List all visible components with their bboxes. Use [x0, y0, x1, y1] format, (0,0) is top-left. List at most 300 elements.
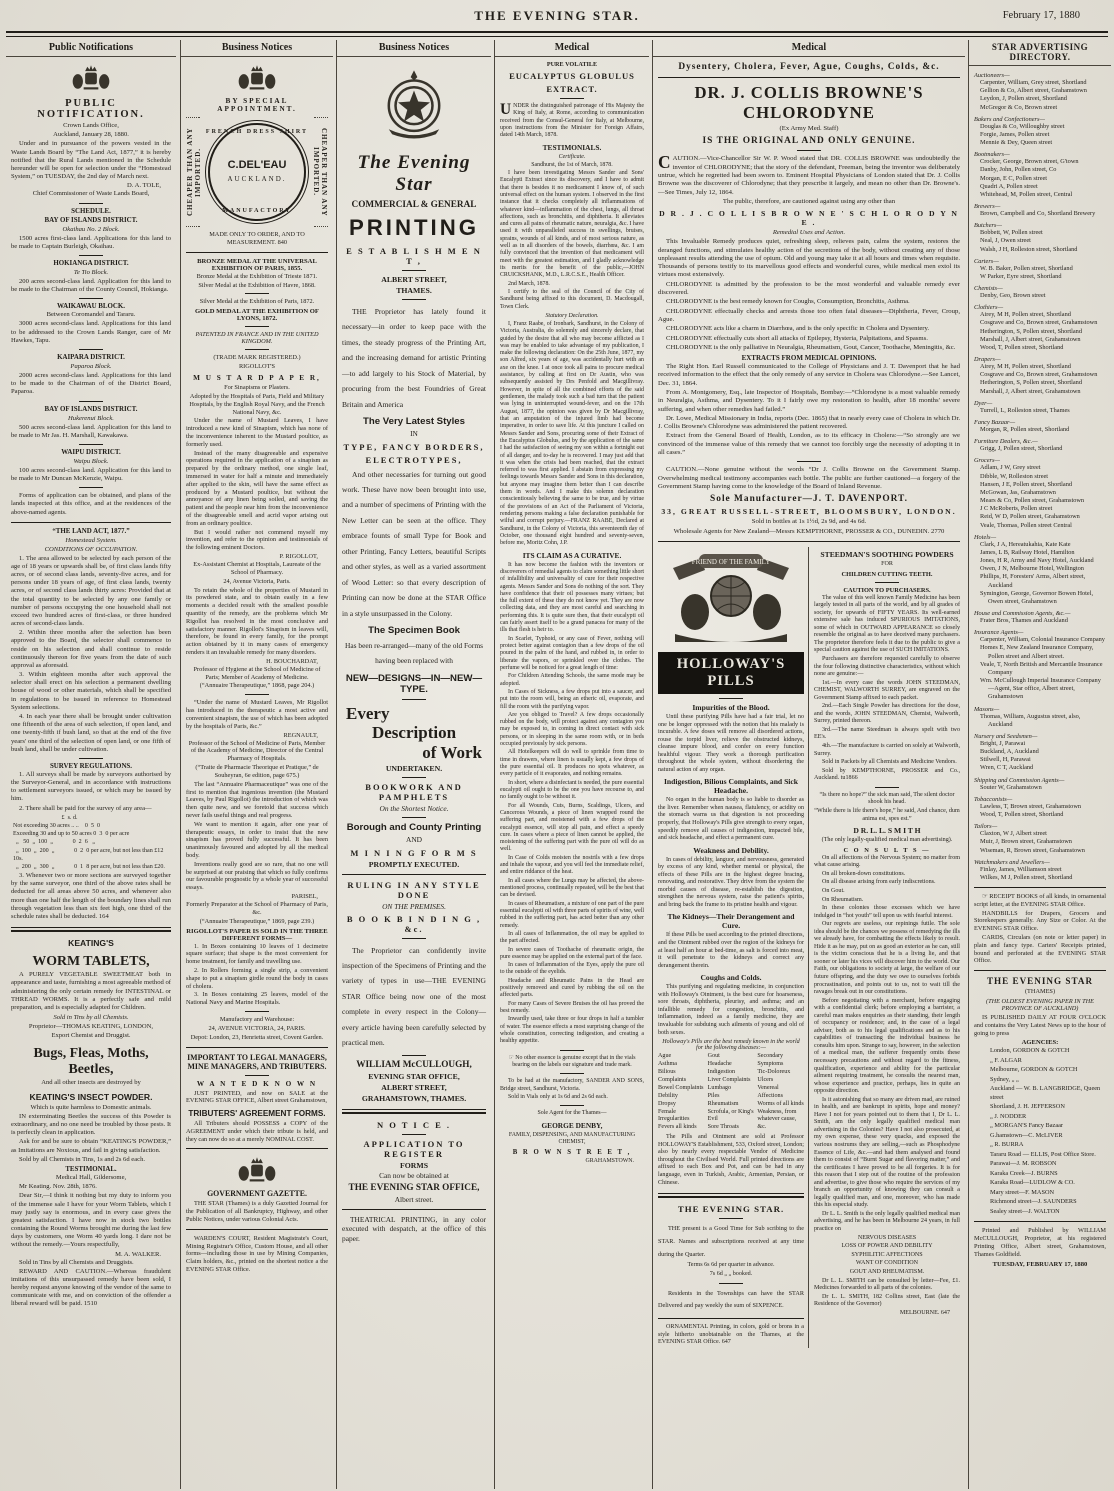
- paragraph: A PURELY VEGETABLE SWEETMEAT both in appearance and taste, furnishing a most agreeable method of administering the only certain remedy for INTESTINAL or THREAD WORMS. It is a perfectly safe and mild preparation, and is especially adapted for Children.: [11, 971, 171, 1011]
- paragraph: 2nd.—Each Single Powder has directions for the dose, and the words, JOHN STEEDMAN, Chemist, Walworth, Surrey, printed thereon.: [814, 703, 960, 725]
- deleau-badge: [186, 117, 328, 227]
- directory-category: Watchmakers and Jewellers—: [974, 858, 1050, 866]
- directory-group: [974, 285, 1106, 300]
- paragraph: If these Pills be used according to the printed directions, and the Ointment rubbed over the region of the kidneys for at least half an hour at bed-time, as salt is forced into meat, it will penetrate to the kidneys and correct any derangement therein.: [658, 932, 804, 969]
- centered-line: FOR: [881, 561, 893, 567]
- centered-line: Between Coromandel and Tararu.: [46, 311, 136, 319]
- paragraph: CARDS, Circulars (on note or letter paper) in plain and fancy type. Carters' Receipts printed, bound and perforated at the EVENING STAR Office.: [974, 934, 1106, 965]
- subheading: D R. L. L. S M I T H: [853, 826, 921, 836]
- paragraph: In Cases of Sickness, a few drops put into a saucer, and put into the room will, being an etheric oil, evaporate, and fill the room with the purifying vapor.: [500, 688, 644, 710]
- subheading-grotesque: The Very Latest Styles: [362, 416, 465, 428]
- spaced-heading: ELECTROTYPES,: [365, 454, 463, 465]
- directory-group: [974, 203, 1106, 218]
- centered-line: For Sinapisms or Plasters.: [224, 384, 290, 392]
- issue-date: February 17, 1880: [1002, 10, 1080, 21]
- paragraph: No organ in the human body is so liable to disorder as the liver. Remember when nausea, flatulency, or acidity on the stomach warns us that digestion is not proceeding properly, that Holloway's Pills give strength to every organ, speedily remove all causes of indigestion, impacted bile, and sick headache, and effect a permanent cure.: [658, 797, 804, 842]
- directory-entry: Cosgrave and Co, Brown street, Grahamstown: [980, 371, 1098, 379]
- paragraph: For Children Attending Schools, the same mode may be adopted.: [500, 673, 644, 687]
- centered-line: MADE ONLY TO ORDER, AND TO MEASUREMENT. 840: [209, 231, 305, 246]
- masthead-rule: [6, 31, 1108, 37]
- paragraph: Headache and Rheumatic Pains in the Head are positively removed and cured by rubbing the oil on the affected parts.: [500, 977, 644, 999]
- short-divider: [79, 203, 103, 204]
- subheading-grotesque: TRIBUTERS' AGREEMENT FORMS.: [188, 1109, 326, 1119]
- paragraph: All Hotelkeepers will do well to sprinkle from time to time in drawers, where linen is usually kept, a few drops of the pure essential oil. It produces no spots whatever, as every particle of it evaporates, and nothing remains.: [500, 749, 644, 778]
- centered-line: Formerly Preparator at the School of Pharmacy of Paris, &c.: [186, 900, 328, 916]
- paragraph: In all cases of Inflammation, the oil may be applied to the part affected.: [500, 930, 644, 945]
- section-rule: [658, 1318, 804, 1319]
- subheading-bold: IS THE ORIGINAL AND ONLY GENUINE.: [702, 136, 916, 147]
- paragraph: 2. In Rollers forming a single strip, a convenient shape to put a sinapism girdle round the body in cases of cholera.: [186, 966, 328, 990]
- evening-star-emblem-icon: [342, 62, 486, 148]
- centered-line: Albert street.: [394, 1195, 434, 1205]
- centered-line: AND: [405, 835, 422, 845]
- paragraph: WARDEN'S COURT, Resident Magistrate's Court, Mining Registrar's Office, Custom House, and all other forms—including those in use by Mining Companies, Claim holders, &c., printed on the shortest notice a the EVENING STAR Office.: [186, 1234, 328, 1274]
- column-business-notices-2: [336, 40, 491, 1489]
- agency-line: Karaka Road—LUDLOW & CO.: [990, 1179, 1075, 1187]
- directory-group: [974, 304, 1106, 352]
- centered-line: Professor of the School of Medicine of Paris, Member of the Academy of Medicine, Director of the Central Pharmacy of Hospitals.: [188, 739, 326, 763]
- paragraph: 2. There shall be paid for the survey of any area—: [19, 804, 152, 812]
- agency-line: Karaka Creek—J. BURNS: [990, 1169, 1058, 1177]
- paragraph: ORNAMENTAL Printing, in colors, gold or brons in a style hitherto unobtainable on the Thames, at the EVENING STAR Office. 647: [658, 1323, 804, 1346]
- centered-line: “Is there no hope?” the sick man said, The silent doctor shook his head.: [819, 791, 955, 806]
- subheading: Indigestion, Bilious Complaints, and Sick Headache.: [663, 777, 799, 796]
- paragraph: I have been investigating Messrs Sander and Sons' Eucalypti Extract since its discovery, and I have to admit that there is besides it no medicament I know of, of such universal effect on the human system. I observed in the first instance that it checks completely all inflammations of whatever kind—inflammation of the chest, lungs, all throat affections, such as bronchitis, and diphtheria. It alleviates and cures all pains of rheumatic nature, neuralgia, &c. I have used it with unparalleled success in swellings, bruises, sprains, wounds of all kinds, and of most serious nature, as well as in all disorders of the bowels, diarrhœa, &c. I am fully convinced that the invention of that medicament will meet with the greatest estimation, and I gladly acknowledge its merits for the benefit of the public,—JOHN CRUICKSHANK, M.D., L.R.C.S.E., Health Officer.: [500, 169, 644, 279]
- fee-table: [11, 814, 171, 871]
- disease-item: Gout: [707, 1053, 720, 1060]
- spaced-heading: RULING IN ANY STYLE DONE: [347, 879, 481, 900]
- disease-item: Asthma: [658, 1060, 677, 1067]
- evening-star-emblem-icon: [372, 62, 456, 146]
- paragraph: In all cases where the Lungs may be affected, the above-mentioned process, continually repeated, will be the best that can be devised.: [500, 877, 644, 899]
- directory-entry: Marshall, J, Albert street, Grahamstown: [980, 335, 1081, 343]
- directory-entry: Denby, Geo, Brown street: [980, 292, 1046, 300]
- centered-line: RIGOLLOT'S: [238, 363, 276, 371]
- centered-line: Silver Medal at the Exhibition of Paris, 1872.: [199, 298, 315, 306]
- agency-line: Parawai—J. M. ROBSON: [990, 1160, 1057, 1168]
- disease-item: Ulcers: [757, 1076, 774, 1083]
- small-heading: PROMPTLY EXECUTED.: [368, 859, 460, 869]
- centered-line: Proprietor—THOMAS KEATING, LONDON,: [28, 1023, 154, 1031]
- disease-item: Sore Throats: [707, 1124, 739, 1131]
- directory-entry: Wood, T, Pollen street, Shortland: [980, 811, 1064, 818]
- centered-line: (“Traite de Pharmacie Theorique et Pratique,” de Souheyran, 6e edition, page 675.): [195, 764, 319, 779]
- heading-display: Bugs, Fleas, Moths, Beetles,: [33, 1045, 149, 1077]
- centered-line: GOUT AND RHEUMATISM.: [849, 1269, 925, 1276]
- centered-line: Chief Commissioner of Waste Lands Board,: [32, 190, 150, 198]
- column-category: Medical: [653, 40, 965, 57]
- centered-line: LOSS OF POWER AND DEBILITY: [841, 1243, 933, 1250]
- disease-item: Dropsy: [658, 1100, 676, 1107]
- small-heading: BAY OF ISLANDS DISTRICT.: [44, 405, 138, 413]
- fee-table-row: Exceeding 30 and up to 50 acres 0 3 0 per acre: [13, 831, 130, 838]
- paragraph: Inventions really good are so rare, that no one will be surprised at our praising that which so fully confirms our favourable prognostic by a whole year of successful essays.: [186, 860, 328, 892]
- centered-line: (“Annuaire Therapeutique,” 1868, page 204.): [199, 682, 315, 690]
- paragraph: Our regrets are useless, our repinings futile. The sole idea should be the chances we possess of remedying the ills we already have, for combatting the effects likely to result. Hide it as he may, put on as good an exterior as he can, still is the victim conscious that he is a living lie, and that sooner or later his vices will discover him to the world. Our Faith, our obligations to society at large, the welfare of our future offspring, and the duty we owe to ourselves forbids procrastination, and points out to us, not to wait till the ravages break out in our constitutions.: [814, 921, 960, 996]
- directory-entry: Danby, John, Pollen street, Co: [980, 166, 1057, 174]
- column-medical-1: [494, 40, 649, 1489]
- centered-line: Medical Hall, Gildersome,: [55, 1173, 127, 1181]
- disease-item: Indigestion: [707, 1068, 736, 1075]
- section-rule: [11, 522, 171, 523]
- disease-item: Scrofula, or King's Evil: [707, 1108, 754, 1123]
- paragraph: 4th.—The manufacture is carried on solely at Walworth, Surrey.: [814, 743, 960, 757]
- directory-category: Insurance Agents—: [974, 629, 1024, 637]
- paragraph: Printed and Published by WILLIAM McCULLOUGH, Proprietor, at his registered Printing Office, Albert street, Grahamstown, Thames Goldfield.: [974, 1227, 1106, 1258]
- centered-line: Professor of Hygiene at the School of Medicine of Paris; Member of Academy of Medicine.: [193, 665, 321, 681]
- paragraph: THEATRICAL PRINTING, in any color executed with despatch, at the office of this paper.: [342, 1215, 486, 1243]
- small-heading: C O N S U L T S —: [843, 846, 931, 854]
- directory-entry: Turrell, L, Rolleston street, Thames: [980, 406, 1070, 414]
- holloways-sub-column: [658, 547, 808, 1348]
- royal-crest-icon: [235, 62, 279, 92]
- directory-entry: Wood, T, Pollen street, Shortland: [980, 343, 1064, 351]
- disease-item: Worms of all kinds: [757, 1100, 804, 1107]
- fee-table-row: „ 50 „ 100 „ 0 2 6 „: [13, 839, 95, 846]
- small-heading: CHILDREN CUTTING TEETH.: [841, 570, 933, 578]
- short-divider: [402, 817, 426, 818]
- subheading: ITS CLAIM AS A CURATIVE.: [522, 550, 622, 560]
- paragraph: CAUTION.—None genuine without the words “Dr J. Collis Browne on the Government Stamp. Overwhelming medical testimony accompanies each bottle. The public are further cautioned—a forgery of the Government Stamp having come to the knowledge of the Board of Inland Revenue.: [658, 466, 960, 490]
- right-aligned-line: PARISEL,: [291, 892, 318, 900]
- short-divider: [560, 1050, 584, 1051]
- directory-entry: James, L B, Railway Hotel, Hamilton: [980, 548, 1075, 556]
- holloways-emblem-icon: [665, 550, 797, 646]
- centered-line: Export Chemist and Druggist.: [51, 1032, 131, 1040]
- directory-entry: Brown, Campbell and Co, Shortland Brewery: [980, 210, 1096, 218]
- small-heading: THAMES.: [396, 286, 432, 295]
- paragraph: “Under the name of Mustard Leaves, Mr Rigollot has introduced in the therapeutic a most active and convenient sinapism, the use of which has been adopted by the hospitals of Paris, &c.”: [186, 699, 328, 730]
- directory-category: House and Commission Agents, &c.—: [974, 610, 1071, 618]
- paragraph: I, Franz Raabe, of Ironbark, Sandhurst, in the Colony of Victoria, Australia, do solemnly and sincerely declare, that guided by the desire that all who may become afflicted as I was may be enabled to take advantage of my publication, I make the following declaration: On the 25th June, 1877, my son Alfred, six years of age, was accidentally hurt with an axe on the knee. I at once took all pains to procure medical assistance, by calling at first on Dr Austin, who was subsequently assisted by Drs Penfold and Macgillivray. However, in spite of all the combined efforts of the said gentlemen, the malady took such a bad turn that the patient was lying in uninterrupted wound-fever, and on the 17th August, 1877, the opinion was given by Dr Macgillivray, that an amputation of the injured limb had become imperative, in order to save life. At this juncture I called on Messrs Sander and Sons, procuring some of their Extract of the Eucalyptus Globulus, and by the application of the same I had the satisfaction of seeing my son within a fortnight out of all danger, and to-day he is recovered. I may just add that it was when the crisis had been reached, that the extract referred to was first applied. I abstain from expressing my feelings towards Messrs Sander and Sons in this declaration, but anyone may imagine them better than I can describe them in words. And I make this solemn declaration conscientiously believing the same to be true, and by virtue of the provisions of an Act of the Parliament of Victoria, rendering persons making a false declaration punishable for wilful and corrupt perjury.—FRANZ RAABE, Declared at Sandhurst, in the Colony of Victoria, this seventeenth day of October, one thousand eight hundred and seventy-seven, before me, Moritz Cohn, J.P.: [500, 320, 644, 547]
- section-rule: [186, 1229, 328, 1230]
- directory-entry: Souter W, Grahamstown: [980, 783, 1042, 791]
- spaced-heading: B R O W N S T R E E T ,: [512, 1149, 632, 1157]
- paragraph: From A. Montgomery, Esq., late Inspector of Hospitals, Bombay:—“Chlorodyne is a most valuable remedy in Neuralgia, Asthma, and Dysentery. To it I fairly owe my restoration to health, after 18 months' severe suffering, and when other remedies had failed.”: [658, 388, 960, 413]
- section-rule: [658, 541, 960, 542]
- directory-entry: Whitehead, M, Pollen street, Central: [980, 190, 1073, 198]
- paragraph: 1st.—In every case the words JOHN STEEDMAN, CHEMIST, WALWORTH SURREY, are engraved on the Government Stamp affixed to each packet.: [814, 679, 960, 701]
- short-divider: [79, 298, 103, 299]
- directory-entry: Airey, M H, Pollen street, Shortland: [980, 363, 1071, 371]
- centered-line: WANT OF CONDITION: [855, 1260, 919, 1267]
- agency-line: Richmond street—J. SAUNDERS: [990, 1198, 1077, 1206]
- small-heading: AGENCIES:: [1021, 1039, 1059, 1047]
- paragraph: The last “Annuaire Pharmaceutique” was one of the first to mention that ingenious invention (the Mustard Leaves, by Paul Rigollot) the introduction of which was then quite new, and we foretold that success which never fails useful things and real progress.: [186, 780, 328, 819]
- dropcap-paragraph: CAUTION.—Vice-Chancellor Sir W. P. Wood stated that DR. COLLIS BROWNE was undoubtedly the inventor of CHLORODYNE; that the story of the defendant, Freeman, being the inventor was deliberately untrue, which he regretted had been sworn to. Eminent Hospital Physicians of London stated that Dr. J. Collis Browne was the discoverer of Chlorodyne; that they prescribe it largely, and mean no other than Dr. Browne's.—See Times, July 12, 1864.: [658, 152, 960, 196]
- paragraph: Dr L. L. Smith is the only legally qualified medical man advertising, and he has been in Melbourne 24 years, in full practice on: [814, 1210, 960, 1233]
- directory-category: Carters—: [974, 257, 999, 265]
- section-rule: [186, 1148, 328, 1149]
- centered-line: Depot: London, 23, Henrietta street, Covent Garden.: [190, 1033, 324, 1041]
- paragraph: 3000 acres second-class land. Applications for this land to be addressed to the Crown Lands Ranger, care of Mr Hawkes, Tapu.: [11, 320, 171, 344]
- section-rule: [186, 252, 328, 253]
- paragraph: This purifying and regulating medicine, in conjunction with Holloway's Ointment, is the best cure for hoarseness, sore throats, diphtheria, pleurisy, and asthma; and an infallible remedy for congestion, bronchitis, and inflammation, indeed as a family medicine, they are invaluable for subduing such ailments of young and old of both sexes.: [658, 984, 804, 1036]
- italic-note: Sold in Tins by all Chemists.: [53, 1014, 129, 1022]
- paragraph: HANDBILLS for Drapers, Grocers and Storekeepers generally. Any Size or Color. At the EVENING STAR Office.: [974, 909, 1106, 933]
- subheading: COMMERCIAL & GENERAL: [351, 200, 477, 210]
- paragraph: The value of this well known Family Medicine has been largely tested in all parts of the world, and by all grades of society, for upwards of FIFTY YEARS. Its well-earned extensive sale has induced SPURIOUS IMITATIONS, some of which in OUTWARD APPEARANCE so closely resemble the original as to have deceived many purchasers. The proprietor therefore feels it due to the public to give a special caution against the use of SUCH IMITATIONS.: [814, 594, 960, 654]
- subheading-grotesque: KEATING'S: [68, 938, 114, 949]
- centered-line: (THAMES): [1024, 988, 1056, 996]
- directory-entry: Finlay, James, Williamson street: [980, 865, 1062, 873]
- paragraph: ☞ RECEIPT BOOKS of all kinds, in ornamental script letter, at the EVENING STAR Office.: [974, 893, 1106, 908]
- double-rule: [342, 1109, 486, 1114]
- column-body: [969, 66, 1111, 1489]
- centered-line: (Ex Army Med. Staff): [779, 125, 839, 132]
- subheading-grotesque: NEW—DESIGNS—IN—NEW—TYPE.: [345, 672, 483, 695]
- paragraph: Purchasers are therefore requested carefully to observe the four following distinctive characteristics, without which none are genuine:—: [814, 655, 960, 678]
- directory-category: Tobacconists—: [974, 795, 1013, 803]
- paragraph: Dr L. L. SMITH, 182 Collins street, East (late the Residence of the Governor): [814, 1293, 960, 1308]
- column-body: [6, 57, 176, 1488]
- centered-line: ☞ No other essence is genuine except that in the vials bearing on the labels our signature and trade mark.: [508, 1054, 636, 1068]
- directory-entry: Forgie, James, Pollen street: [980, 130, 1050, 138]
- sub-columns: [658, 547, 960, 1348]
- paragraph: 2nd March, 1878.: [508, 280, 550, 287]
- column-body: [653, 57, 965, 1488]
- short-divider: [79, 349, 103, 350]
- subheading: GEORGE DENBY,: [541, 1120, 603, 1130]
- paragraph: I certify to the seal of the Council of the City of Sandhurst being affixed to this document, D. Macdougall, Town Clerk.: [500, 288, 644, 310]
- directory-entry: W Parker, Eyre street, Shortland: [980, 272, 1062, 280]
- column-medical-wide: [652, 40, 965, 1489]
- disease-item: Headache: [707, 1060, 732, 1067]
- paragraph: It has now become the fashion with the inventors or discoverers of remedial agents to claim something little short of infallibility and universality of cure for their respective agents. Messrs Sander and Sons do nothing of the sort. They have confidence that their oil possesses many virtues; but the full extent of these they do not know yet. They are now collecting data, and they are most careful and searching in performing this. It is quite sure then, that their eucalypti oil can fairly assert itself to be a grand panacea for many of the ills that flesh is heir to.: [500, 561, 644, 634]
- directory-entry: Homes E, New Zealand Insurance Company, Pollen street and Albert street.: [980, 644, 1094, 660]
- centered-line: And all other insects are destroyed by: [41, 1079, 141, 1087]
- small-heading: KAIPARA DISTRICT.: [57, 354, 125, 361]
- short-divider: [797, 150, 821, 151]
- disease-item: Rheumatism: [707, 1100, 739, 1107]
- section-rule: [658, 77, 960, 78]
- directory-entry: Wren, C T, Auckland: [980, 764, 1034, 772]
- paragraph: Dear Sir,—I think it nothing but my duty to inform you of the immense sale I have for your Worm Tablets, which I may justly say is enormous, and in every case gives the greatest satisfaction. I have now in stock two bottles containing the Round Worms brought me during the last few days by customers, one Worm 40 yards long. I dare not be without the remedy.—Yours respectfully,: [11, 1192, 171, 1249]
- paragraph: But I would rather not commend myself my invention, and refer to the opinion and testimonials of the following eminent Doctors.: [186, 528, 328, 552]
- paragraph: In cases of Inflammation of the Eyes, apply the pure oil to the outside of the eyelids.: [500, 962, 644, 976]
- directory-entry: Muir, J, Brown street, Grahamstown: [980, 838, 1072, 846]
- spaced-heading: W A N T E D K N O W N: [196, 1079, 318, 1088]
- agency-line: Mary street—F. MASON: [990, 1188, 1055, 1196]
- directory-entry: Crocker, George, Brown street, G'town: [980, 158, 1079, 166]
- spaced-heading: BOOKWORK AND PAMPHLETS: [365, 782, 463, 803]
- directory-entry: Veale, Thomas, Pollen street Central: [980, 521, 1072, 529]
- small-heading: GOLD MEDAL AT THE EXHIBITION OF LYONS, 1872.: [195, 308, 319, 323]
- small-heading: FORMS: [399, 1160, 429, 1170]
- fee-table-row: £ s. d.: [13, 814, 78, 821]
- directory-category: Hotels—: [974, 533, 997, 541]
- subheading-grotesque: KEATING'S INSECT POWDER.: [29, 1091, 153, 1102]
- directory-category: Clothiers—: [974, 304, 1004, 312]
- badge-brand: C.DEL'EAU: [227, 159, 287, 171]
- centered-line: Which is quite harmless to Domestic animals.: [30, 1103, 152, 1111]
- fee-table-row: Not exceeding 30 acres .. .. 0 5 0: [13, 822, 101, 829]
- small-heading: “THE LAND ACT, 1877.”: [52, 527, 130, 535]
- steedmans-sub-column: [808, 547, 960, 1348]
- subheading: Impurities of the Blood.: [692, 703, 770, 712]
- paragraph: On all broken-down constitutions.: [822, 870, 906, 877]
- paragraph: For many Cases of Severe Bruises the oil has proved the best remedy.: [500, 1000, 644, 1014]
- leaded-paragraph: THE Proprietor has lately found it necessary—in order to keep pace with the times, the steady progress of the Printing Art, and the increasing demand for artistic Printing—to add largely to his Stock of Material, by procuring from the best Foundries of Great Britain and America: [342, 307, 486, 409]
- right-aligned-line: P. RIGOLLOT,: [279, 553, 318, 560]
- directory-category: Butchers—: [974, 222, 1002, 230]
- short-divider: [79, 487, 103, 488]
- small-heading: BRONZE MEDAL AT THE UNIVERSAL EXHIBITION OF PARIS, 1855.: [197, 257, 317, 272]
- disease-item: Debility: [658, 1092, 678, 1099]
- italic-note: (THE OLDEST EVENING PAPER IN THE PROVINCE OF AUCKLAND): [985, 998, 1095, 1013]
- agency-line: Auckland — W. B. LANGBRIDGE, Queen street: [990, 1085, 1101, 1101]
- agency-line: „ J. NODDER: [990, 1112, 1027, 1120]
- paragraph: 3. Within eighteen months after such approval the selector shall erect on his selection a permanent dwelling house of wood or other materials, which shall be specified in regulations to be issued in reference to Homestead System selections.: [11, 671, 171, 711]
- subheading: STEEDMAN'S SOOTHING POWDERS: [820, 550, 954, 559]
- paragraph: On all affections of the Nervous System; no matter from what cause arising.: [814, 854, 960, 869]
- small-heading: EVENING STAR OFFICE,: [368, 1071, 460, 1081]
- paragraph: Ask for and be sure to obtain “KEATING'S POWDER,” as Imitations are Noxious, and fail in giving satisfaction.: [11, 1138, 171, 1154]
- directory-entry: Reid, W D, Pollen street, Grahamstown: [980, 513, 1080, 521]
- directory-entry: Buckland, A, Auckland: [980, 748, 1039, 756]
- short-divider: [245, 1075, 269, 1076]
- paragraph: 3. In Boxes containing 25 leaves, model of the National Navy and Marine Hospitals.: [186, 991, 328, 1007]
- disease-item: Tic-Doloreux: [757, 1068, 791, 1075]
- agency-line: Tararu Road — ELLIS, Post Office Store.: [990, 1150, 1096, 1158]
- directory-entry: J C McRoberts, Pollen street: [980, 505, 1053, 513]
- paragraph: Are you obliged to Travel? A few drops occasionally rubbed on the body, will protect against any contagion you may be exposed to, in coming in direct contact with sick persons, or in sleeping in the same room with, or in beds occupied previously by sick persons.: [500, 711, 644, 748]
- paragraph: CHLORODYNE effectually cuts short all attacks of Epilepsy, Hysteria, Palpitations, and Spasms.: [666, 334, 928, 342]
- dropcap-paragraph: UNDER the distinguished patronage of His Majesty the King of Italy, at Rome, according to communication received from the Consul-General for Italy, at Melbourne, upon instructions from the Minister for Foreign Affairs, dated 14th March, 1878.: [500, 101, 644, 139]
- badge-oval-ring: [208, 123, 306, 221]
- directory-entry: Leydon, J, Pollen street, Shortland: [980, 95, 1067, 103]
- directory-group: [974, 733, 1106, 773]
- directory-category: Auctioneers—: [974, 72, 1010, 79]
- paragraph: In cases of Rheumatism, a mixture of one part of the pure essential eucalypti oil with three parts of spirits of wine, well rubbed in the suffering part, has acted better than any other remedy.: [500, 900, 644, 929]
- directory-group: [974, 823, 1106, 855]
- badge-side-text: CHEAPER THAN ANY IMPORTED.: [314, 117, 328, 227]
- column-body: [495, 57, 649, 1488]
- masthead-script: The Evening Star: [357, 152, 471, 195]
- disease-item: Ague: [658, 1053, 672, 1060]
- paragraph: All Tributers should POSSESS a COPY of the AGREEMENT under which their tribute is held, and they can now do so at a merely NOMINAL COST.: [186, 1120, 328, 1143]
- spaced-heading: APPLICATION TO REGISTER: [363, 1138, 465, 1159]
- small-heading: PURE VOLATILE: [546, 61, 598, 68]
- centered-line: Sold in bottles at 1s 1½d, 2s 9d, and 4s 6d.: [751, 518, 867, 526]
- column-category: Business Notices: [337, 40, 491, 57]
- column-public-notifications: [6, 40, 176, 1489]
- paragraph: 3. Whenever two or more sections are surveyed together by the same surveyor, one third of the above rates shall be deducted for all areas above 50 acres, and whenever also more than one half the length of the boundary lines shall run through vegetation less than six feet high, one third of the schedule rates shall be deducted. 164: [11, 872, 171, 920]
- directory-group: [974, 258, 1106, 281]
- short-divider: [402, 1055, 426, 1056]
- short-divider: [402, 299, 426, 300]
- short-divider: [402, 777, 426, 778]
- directory-entry: Thomas, William, Augustus street, also, Auckland: [980, 712, 1081, 728]
- directory-entry: Veale, T, North British and Mercantile Insurance Company: [980, 660, 1103, 676]
- subheading-bold: Dysentery, Cholera, Fever, Ague, Coughs, Colds, &c.: [678, 62, 940, 72]
- paragraph: IN exterminating Beetles the success of this Powder is extraordinary, and no one need be troubled by those pests. It is perfectly clean in application.: [11, 1112, 171, 1137]
- paragraph: Extract from the General Board of Health, London, as to its efficacy in Cholera:—“So strongly are we convinced of the immense value of this remedy that we cannot too forcibly urge the necessity of adopting it in all cases.”: [658, 432, 960, 457]
- italic-note: Certificate.: [558, 153, 586, 160]
- paragraph: On Rheumatism.: [822, 896, 864, 903]
- italic-note: Holloway's Pills are the best remedy known in the world for the following diseases:—: [662, 1039, 800, 1052]
- small-heading: WAIKAWAU BLOCK.: [56, 303, 126, 311]
- paragraph: Before negotiating with a merchant, before engaging with a confidential clerk; before employing a barrister, a careful man makes enquiries as their standing, their length of occupancy or residence; and, in the case of a legal adviser, both as to his legal qualifications and as to his capabilities of transacting the individual business he consults him upon. Strange to say, however, in the selection of a medical man, the sufferer frequently omits these necessary precautions and without regard to the fitness, qualification, experience and ability for the particular ailment requiring treatment, he consults the nearest man, whose experience and practice, perhaps, lies in quite an opposite direction.: [814, 997, 960, 1095]
- italic-note: On the Shortest Notice.: [379, 804, 449, 814]
- spaced-heading: BY SPECIAL APPOINTMENT.: [217, 97, 297, 113]
- agency-line: G.hamstown—C. McLIVER: [990, 1131, 1063, 1139]
- disease-item: Piles: [707, 1092, 720, 1099]
- paragraph: THE STAR (Thames) is a duly Gazetted Journal for the Publication of all Bankruptcy, Highway, and other Public Notices, under various Colonial Acts.: [186, 1200, 328, 1224]
- directory-entry: Hansen, J E, Pollen street, Shortland: [980, 480, 1072, 488]
- section-rule: [342, 874, 486, 875]
- centered-line: “While there is life there's hope,” he said, And chance, dum anima est, spes est.”: [814, 807, 960, 822]
- centered-line: SYPHILITIC AFFECTIONS: [851, 1251, 923, 1258]
- paragraph: The Pills and Ointment are sold at Professor HOLLOWAY'S Establishment, 533, Oxford street, London; also by nearly every respectable Vendor of Medicine throughout the Civilised World. Full printed directions are affixed to each Box and Pot, and can be had in any language, even in Turkish, Arabic, Armenian, Persian, or Chinese.: [658, 1134, 804, 1186]
- directory-entry: Jones, H R, Army and Navy Hotel, Auckland: [980, 557, 1094, 565]
- centered-line: Can now be obtained at: [379, 1170, 449, 1180]
- masthead: [0, 5, 1114, 31]
- directory-entry: Clark, J A, Hereatukahia, Kate Kate: [980, 540, 1071, 548]
- agency-line: „ F. ALGAR: [990, 1056, 1022, 1064]
- directory-group: [974, 610, 1106, 625]
- leaded-paragraph: THE present is a Good Time for Sub scribing to the STAR. Names and subscriptions received at any time during the Quarter.: [658, 1225, 804, 1258]
- centered-line: (“Annuaire Therapeutique,” 1869, page 239.): [199, 917, 315, 925]
- short-divider: [402, 699, 426, 700]
- column-category: STAR ADVERTISING DIRECTORY.: [969, 40, 1111, 66]
- small-heading: TUESDAY, FEBRUARY 17, 1880: [992, 1260, 1088, 1268]
- double-rule: [658, 1193, 804, 1198]
- directory-group: [974, 796, 1106, 819]
- svg-text:FRIEND OF THE FAMILY: FRIEND OF THE FAMILY: [691, 558, 771, 566]
- directory-group: [974, 222, 1106, 254]
- small-heading: BAY OF ISLANDS DISTRICT.: [44, 216, 138, 224]
- paragraph: Inwardly used, take three or four drops in half a tumbler of water. The essence effects a most surprising change of the whole constitution, correcting indigestion, and creating a healthy appetite.: [500, 1016, 644, 1045]
- royal-crest-icon: [186, 62, 328, 94]
- directory-entry: Bright, J, Parawai: [980, 739, 1026, 747]
- paragraph: 1. The area allowed to be selected by each person of the age of 18 years or upwards shall be, of first class lands fifty acres, or of second class lands, seventy-five acres, and for persons under 18 years of age, of first class lands, twenty acres, or of second class lands thirty acres: Provided that at the total quantity to be selected by any one family or number of persons occupying the one household shall not exceed two hundred acres of first-class, or three hundred acres of second-class lands.: [11, 554, 171, 628]
- directory-entry: W. B. Baker, Pollen street, Shortland: [980, 264, 1073, 272]
- paragraph: We want to mention it again, after one year of therapeutic essays, in order to insist that the new sinapism has proved fully successful. It has been unanimously favoured and adopted by all the medical body.: [186, 820, 328, 859]
- centered-line: Adopted by the Hospitals of Paris, Field and Military Hospitals, by the English Royal Navy, and the French National Navy, &c.: [189, 392, 325, 416]
- directory-entry: Bobbett, W, Pollen street: [980, 229, 1043, 237]
- disease-item: Female Irregularities: [658, 1108, 690, 1123]
- heading-large: THE EVENING STAR.: [677, 1204, 785, 1215]
- italic-note: Remedial Uses and Action.: [772, 229, 846, 237]
- paragraph: 3rd.—The name Steedman is always spelt with two EE's.: [814, 726, 960, 741]
- directory-entry: Cosgrave and Co, Brown street, Grahamstown: [980, 319, 1098, 327]
- short-divider: [875, 787, 899, 788]
- paragraph: For all Wounds, Cuts, Burns, Scaldings, Ulcers, and Cancerous Wounds, a piece of linen wrapped round the suffering part, and moistened with a few drops of the eucalypti essence, will stop all pain, and effect a speedy cure. In cases where a piece of linen cannot be applied, the moistening of the suffering part with the pure oil will do as well.: [500, 802, 644, 853]
- agency-line: „ MORGAN'S Fancy Bazaar: [990, 1122, 1064, 1130]
- leaded-paragraph: The Proprietor can confidently invite inspection of the Specimens of Printing and the variety of types in use—THE EVENING STAR Office being now one of the most complete in every respect in the Colony—every article having been carefully selected by practical men.: [342, 945, 486, 1048]
- leaded-paragraph: Residents in the Townships can have the STAR Delivered and pay weekly the sum of SIXPENCE.: [658, 1289, 804, 1310]
- directory-category: Tailors—: [974, 823, 998, 831]
- short-divider: [719, 1283, 743, 1284]
- section-rule: [974, 1221, 1106, 1222]
- short-divider: [719, 1218, 743, 1219]
- directory-entry: Wilkes, M J, Pollen street, Shortland: [980, 873, 1073, 881]
- paragraph: In short, where a disinfectant is needed, the pure essential eucalypti oil ought to be the one you have recourse to, and no family ought to be without it.: [500, 779, 644, 801]
- small-heading: UNDERTAKEN.: [385, 764, 443, 774]
- column-category: Medical: [495, 40, 649, 57]
- display-word: PRINTING: [348, 215, 479, 240]
- paragraph: 500 acres second-class land. Application for this land to be made to Mr Jas. H. Marshall, Kawakawa.: [11, 423, 171, 439]
- badge-arc-text: FRENCH DRESS SHIRT: [205, 129, 309, 135]
- agency-line: „ R. BURRA: [990, 1141, 1024, 1149]
- column-body: [181, 57, 333, 1488]
- small-heading: SURVEY REGULATIONS.: [49, 762, 133, 770]
- short-divider: [402, 270, 426, 271]
- disease-list: [658, 1053, 804, 1132]
- small-heading: ALBERT STREET,: [381, 275, 447, 284]
- small-heading: WAIPU DISTRICT.: [61, 448, 121, 456]
